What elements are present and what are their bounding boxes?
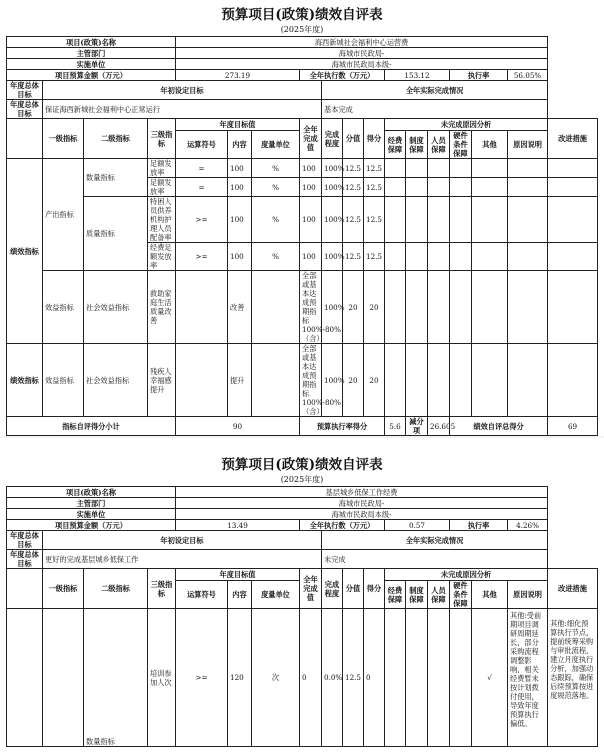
row-done: 100 <box>300 178 322 197</box>
head-score-value: 分值 <box>343 569 364 609</box>
sheet-year: (2025年度) <box>280 25 324 34</box>
label-dept: 主管部门 <box>7 498 176 509</box>
label-goal: 年度总体目标 <box>7 531 43 550</box>
blank-cell <box>406 197 428 243</box>
blank-cell <box>7 609 43 747</box>
blank-cell <box>428 159 450 178</box>
head-unit: 度量单位 <box>252 131 300 159</box>
row-pct: 100% <box>322 271 343 344</box>
blank-cell <box>385 271 406 344</box>
head-r-fund: 经费保障 <box>385 581 406 609</box>
blank-cell <box>472 197 508 243</box>
row-unit: 次 <box>252 609 300 747</box>
blank-cell <box>406 344 428 417</box>
blank-cell <box>508 178 548 197</box>
head-score: 得分 <box>364 569 385 609</box>
row-op <box>176 344 228 417</box>
value-total: 69 <box>548 417 598 436</box>
blank-cell <box>450 609 472 747</box>
qty-label: 数量指标 <box>84 159 148 197</box>
blank-cell <box>428 344 450 417</box>
output-label: 产出指标 <box>43 159 84 271</box>
value-budget: 13.49 <box>176 520 300 531</box>
label-exec-rate: 执行率 <box>450 520 508 531</box>
head-completion: 完成程度 <box>322 569 343 609</box>
blank-cell <box>428 243 450 271</box>
value-exec-amount: 0.57 <box>385 520 450 531</box>
blank-cell <box>428 197 450 243</box>
row-sv: 12.5 <box>343 159 364 178</box>
blank-cell <box>548 197 598 243</box>
self-evaluation-sheet-2 <box>6 456 598 747</box>
value-unit: 海城市民政局本级- <box>176 59 548 70</box>
blank-cell <box>472 271 508 344</box>
head-target: 年度目标值 <box>176 119 300 131</box>
value-exec-rate: 4.26% <box>508 520 548 531</box>
head-improve: 改进措施 <box>548 119 598 159</box>
row-l3: 特困人员供养机构护理人员配备率 <box>148 197 176 243</box>
value-goal: 更好的完成基层城乡低保工作 <box>43 550 322 569</box>
head-improve: 改进措施 <box>548 569 598 609</box>
self-evaluation-sheet-1 <box>6 6 598 436</box>
sheet-year: (2025年度) <box>280 475 324 484</box>
head-l2: 二级指标 <box>84 119 148 159</box>
row-l3: 救助家庭生活质量改善 <box>148 271 176 344</box>
value-unit: 海城市民政局本级- <box>176 509 548 520</box>
row-sv: 12.5 <box>343 243 364 271</box>
row-sv: 12.5 <box>343 197 364 243</box>
head-op: 运算符号 <box>176 131 228 159</box>
row-val: 100 <box>228 243 252 271</box>
row-val: 提升 <box>228 344 252 417</box>
row-sv: 12.5 <box>343 609 364 747</box>
label-total: 绩效自评总得分 <box>450 417 548 436</box>
row-val: 120 <box>228 609 252 747</box>
row-op: = <box>176 159 228 178</box>
head-l3: 三级指标 <box>148 119 176 159</box>
row-l3: 足额发放率 <box>148 178 176 197</box>
row-op <box>176 271 228 344</box>
value-budget-score: 5.6 <box>385 417 406 436</box>
blank-cell <box>472 178 508 197</box>
label-initial-goal: 年初设定目标 <box>43 531 322 550</box>
head-r-other: 其他 <box>472 581 508 609</box>
value-project-name: 基层城乡低保工作经费 <box>176 487 548 498</box>
blank-cell <box>428 609 450 747</box>
value-goal-actual: 未完成 <box>322 550 548 569</box>
row-pct: 100% <box>322 178 343 197</box>
row-sc: 20 <box>364 271 385 344</box>
blank-cell <box>508 159 548 178</box>
blank-cell <box>508 197 548 243</box>
label-budget: 项目预算金额（万元） <box>7 70 176 81</box>
sheet-title: 预算项目(政策)绩效自评表 <box>221 457 383 473</box>
head-score-value: 分值 <box>343 119 364 159</box>
label-actual: 全年实际完成情况 <box>322 531 548 550</box>
row-op: >= <box>176 243 228 271</box>
row-val: 100 <box>228 197 252 243</box>
row-unit <box>252 271 300 344</box>
evaluation-table-1 <box>6 36 598 436</box>
head-content: 内容 <box>228 581 252 609</box>
blank-cell <box>406 271 428 344</box>
head-r-staff: 人员保障 <box>428 581 450 609</box>
row-unit: % <box>252 243 300 271</box>
label-goal: 年度总体目标 <box>7 550 43 569</box>
head-content: 内容 <box>228 131 252 159</box>
blank-cell <box>450 344 472 417</box>
row-unit: % <box>252 197 300 243</box>
row-unit: % <box>252 159 300 178</box>
blank-cell <box>548 243 598 271</box>
row-pct: 0.0% <box>322 609 343 747</box>
blank-cell <box>385 197 406 243</box>
blank-cell <box>385 609 406 747</box>
row-improve: 其他:细化预算执行节点，提前统筹采购与审批流程，建立月度执行分析，加强动态跟踪，确保后续预算按进度规范落地。 <box>548 609 598 747</box>
row-sc: 12.5 <box>364 243 385 271</box>
perf-label: 绩效指标 <box>7 159 43 344</box>
social-label: 社会效益指标 <box>84 344 148 417</box>
row-done: 全部或基本达成预期指标100%-80%（含） <box>300 271 322 344</box>
quality-label: 质量指标 <box>84 197 148 271</box>
blank-cell <box>428 178 450 197</box>
head-l2: 二级指标 <box>84 569 148 609</box>
blank-cell <box>43 609 84 747</box>
row-op: >= <box>176 609 228 747</box>
head-l3: 三级指标 <box>148 569 176 609</box>
benefit-label: 效益指标 <box>43 344 84 417</box>
blank-cell <box>548 271 598 344</box>
head-full-done: 全年完成值 <box>300 119 322 159</box>
benefit-label: 效益指标 <box>43 271 84 344</box>
row-sc: 20 <box>364 344 385 417</box>
blank-cell <box>385 178 406 197</box>
blank-cell <box>7 569 43 609</box>
row-pct: 100% <box>322 159 343 178</box>
blank-cell <box>406 609 428 747</box>
blank-cell <box>450 178 472 197</box>
page-separator <box>0 436 604 438</box>
blank-cell <box>450 197 472 243</box>
head-r-desc: 原因说明 <box>508 131 548 159</box>
head-r-hw: 硬件条件保障 <box>450 581 472 609</box>
head-r-sys: 制度保障 <box>406 581 428 609</box>
value-goal: 保证海西新城社会福利中心正常运行 <box>43 100 322 119</box>
blank-cell <box>508 344 548 417</box>
head-completion: 完成程度 <box>322 119 343 159</box>
label-project-name: 项目(政策)名称 <box>7 487 176 498</box>
head-r-sys: 制度保障 <box>406 131 428 159</box>
blank-cell <box>406 243 428 271</box>
row-sc: 12.5 <box>364 159 385 178</box>
value-subtotal: 90 <box>176 417 300 436</box>
blank-cell <box>472 344 508 417</box>
head-target: 年度目标值 <box>176 569 300 581</box>
label-actual: 全年实际完成情况 <box>322 81 548 100</box>
social-label: 社会效益指标 <box>84 271 148 344</box>
label-dept: 主管部门 <box>7 48 176 59</box>
head-reason: 未完成原因分析 <box>385 569 548 581</box>
value-project-name: 海西新城社会福利中心运营费 <box>176 37 548 48</box>
row-op: = <box>176 178 228 197</box>
label-goal: 年度总体目标 <box>7 100 43 119</box>
head-r-hw: 硬件条件保障 <box>450 131 472 159</box>
head-r-staff: 人员保障 <box>428 131 450 159</box>
head-r-fund: 经费保障 <box>385 131 406 159</box>
row-sv: 20 <box>343 271 364 344</box>
head-r-desc: 原因说明 <box>508 581 548 609</box>
row-l3: 培训参加人次 <box>148 609 176 747</box>
value-budget: 273.19 <box>176 70 300 81</box>
head-unit: 度量单位 <box>252 581 300 609</box>
blank-cell <box>7 119 43 159</box>
label-exec-amount: 全年执行数（万元） <box>300 520 385 531</box>
row-unit: % <box>252 178 300 197</box>
row-sc: 0 <box>364 609 385 747</box>
value-dept: 海城市民政局- <box>176 48 548 59</box>
blank-cell <box>450 243 472 271</box>
blank-cell <box>450 271 472 344</box>
value-exec-rate: 56.05% <box>508 70 548 81</box>
label-exec-rate: 执行率 <box>450 70 508 81</box>
perf-label: 绩效指标 <box>7 344 43 417</box>
blank-cell <box>508 243 548 271</box>
row-l3: 经费足额发放率 <box>148 243 176 271</box>
label-unit: 实施单位 <box>7 59 176 70</box>
row-unit <box>252 344 300 417</box>
row-val: 100 <box>228 178 252 197</box>
head-reason: 未完成原因分析 <box>385 119 548 131</box>
row-sv: 20 <box>343 344 364 417</box>
head-full-done: 全年完成值 <box>300 569 322 609</box>
row-other-check: √ <box>472 609 508 747</box>
blank-cell <box>406 178 428 197</box>
blank-cell <box>548 159 598 178</box>
label-initial-goal: 年初设定目标 <box>43 81 322 100</box>
row-pct: 100% <box>322 344 343 417</box>
blank-cell <box>508 271 548 344</box>
blank-cell <box>385 243 406 271</box>
blank-cell <box>428 271 450 344</box>
row-done: 100 <box>300 197 322 243</box>
label-budget: 项目预算金额（万元） <box>7 520 176 531</box>
head-l1: 一级指标 <box>43 569 84 609</box>
evaluation-table-2 <box>6 486 598 747</box>
row-done: 100 <box>300 159 322 178</box>
sheet-title: 预算项目(政策)绩效自评表 <box>221 7 383 23</box>
row-l3: 残疾人幸福感提升 <box>148 344 176 417</box>
blank-cell <box>472 159 508 178</box>
blank-cell <box>548 178 598 197</box>
blank-cell <box>385 159 406 178</box>
label-subtotal: 指标自评得分小计 <box>7 417 176 436</box>
label-budget-score: 预算执行率得分 <box>300 417 385 436</box>
label-exec-amount: 全年执行数（万元） <box>300 70 385 81</box>
row-reason-desc: 其他:受前期项目调研周期延长，部分采购流程调整影响，相关经费暂未按计划拨付使用，导致年度预算执行偏低。 <box>508 609 548 747</box>
value-goal-actual: 基本完成 <box>322 100 548 119</box>
row-sc: 12.5 <box>364 197 385 243</box>
row-done: 全部或基本达成预期指标100%-80%（含） <box>300 344 322 417</box>
head-r-other: 其他 <box>472 131 508 159</box>
row-sv: 12.5 <box>343 178 364 197</box>
row-val: 改善 <box>228 271 252 344</box>
row-done: 0 <box>300 609 322 747</box>
row-pct: 100% <box>322 243 343 271</box>
row-done: 100 <box>300 243 322 271</box>
blank-cell <box>472 243 508 271</box>
row-sc: 12.5 <box>364 178 385 197</box>
head-score: 得分 <box>364 119 385 159</box>
blank-cell <box>406 159 428 178</box>
qty-label: 数量指标 <box>84 609 148 747</box>
head-op: 运算符号 <box>176 581 228 609</box>
row-val: 100 <box>228 159 252 178</box>
label-deduct: 减分项 <box>406 417 428 436</box>
row-op: >= <box>176 197 228 243</box>
row-pct: 100% <box>322 197 343 243</box>
blank-cell <box>548 344 598 417</box>
head-l1: 一级指标 <box>43 119 84 159</box>
label-unit: 实施单位 <box>7 509 176 520</box>
blank-cell <box>385 344 406 417</box>
label-goal: 年度总体目标 <box>7 81 43 100</box>
value-dept: 海城市民政局- <box>176 498 548 509</box>
blank-cell <box>450 159 472 178</box>
value-deduct: 26.605 <box>428 417 450 436</box>
label-project-name: 项目(政策)名称 <box>7 37 176 48</box>
row-l3: 足额发放率 <box>148 159 176 178</box>
value-exec-amount: 153.12 <box>385 70 450 81</box>
